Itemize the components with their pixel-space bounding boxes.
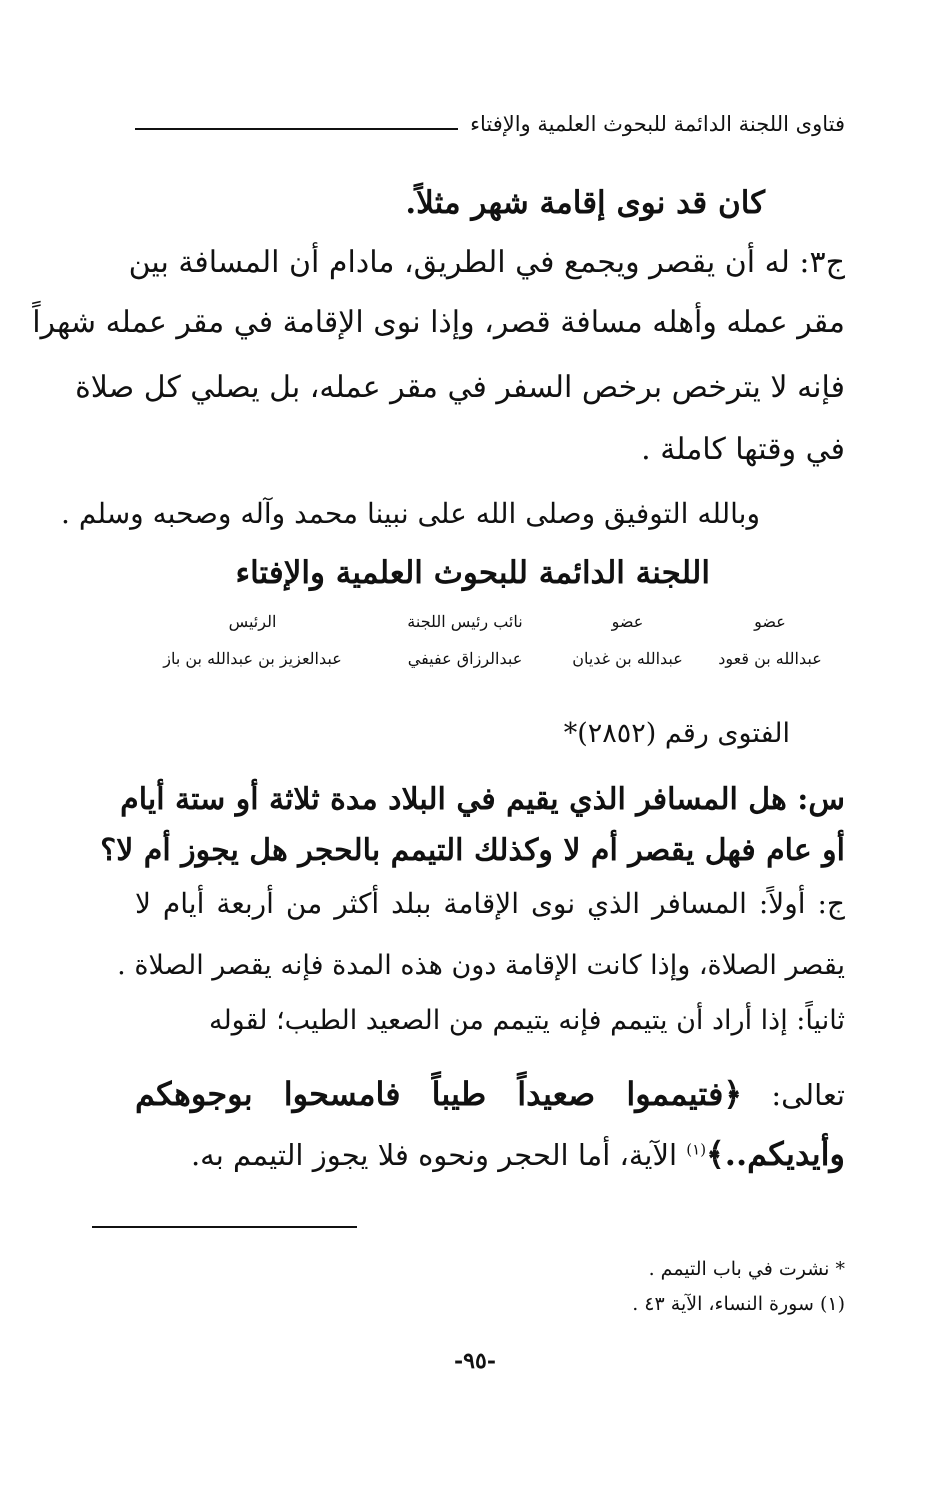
- quran-verse: ﴿فتيمموا صعيداً طيباً فامسحوا بوجوهكم: [135, 1075, 743, 1113]
- answer-line-3: ثانياً: إذا أراد أن يتيمم فإنه يتيمم من الصعيد الطيب؛ لقوله: [208, 1005, 845, 1036]
- committee-title: اللجنة الدائمة للبحوث العلمية والإفتاء: [235, 555, 710, 591]
- question-line-2: أو عام فهل يقصر أم لا وكذلك التيمم بالحجر هل يجوز أم لا؟: [100, 833, 845, 868]
- running-title: فتاوى اللجنة الدائمة للبحوث العلمية والإفتاء: [470, 112, 845, 136]
- fatwa-title: الفتوى رقم (٢٨٥٢)*: [563, 718, 790, 749]
- body-line-3: مقر عمله وأهله مسافة قصر، وإذا نوى الإقامة في مقر عمله شهراً: [32, 305, 845, 340]
- header-rule: [135, 128, 458, 130]
- closing-line: وبالله التوفيق وصلى الله على نبينا محمد وآله وصحبه وسلم .: [61, 497, 760, 530]
- footnote-rule: [92, 1226, 357, 1228]
- signature-role: عضو: [611, 612, 644, 631]
- signature-name: عبدالعزيز بن عبدالله بن باز: [163, 649, 342, 668]
- signature-role: عضو: [754, 612, 786, 631]
- answer-line-4: [135, 1075, 845, 1113]
- running-header: [135, 112, 845, 136]
- body-line-4: فإنه لا يترخص برخص السفر في مقر عمله، بل يصلي كل صلاة: [75, 370, 845, 405]
- signature-name: عبدالله بن قعود: [718, 649, 822, 668]
- answer-line-5: [191, 1135, 845, 1173]
- answer-line-1: ج: أولاً: المسافر الذي نوى الإقامة ببلد أكثر من أربعة أيام لا: [135, 887, 845, 920]
- signature-role: نائب رئيس اللجنة: [407, 612, 523, 631]
- signature-name: عبدالله بن غديان: [572, 649, 683, 668]
- signature-role: الرئيس: [228, 612, 277, 631]
- answer-line-2: يقصر الصلاة، وإذا كانت الإقامة دون هذه المدة فإنه يقصر الصلاة .: [117, 950, 845, 981]
- page-number: -٩٥-: [454, 1348, 496, 1374]
- body-line-1: كان قد نوى إقامة شهر مثلاً.: [405, 185, 765, 221]
- verse-intro: تعالى:: [771, 1078, 846, 1112]
- signature-name: عبدالرزاق عفيفي: [407, 649, 523, 668]
- signatures-block: [135, 612, 845, 668]
- question-line-1: س: هل المسافر الذي يقيم في البلاد مدة ثلاثة أو ستة أيام: [120, 782, 845, 817]
- quran-verse-end: وأيديكم..﴾: [706, 1135, 845, 1173]
- footnote-ref: (١): [686, 1140, 707, 1159]
- footnote-2: (١) سورة النساء، الآية ٤٣ .: [632, 1293, 845, 1315]
- footnote-1: * نشرت في باب التيمم .: [648, 1258, 845, 1280]
- answer-line-5-rest: الآية، أما الحجر ونحوه فلا يجوز التيمم به.: [190, 1138, 687, 1172]
- body-line-2: ج٣: له أن يقصر ويجمع في الطريق، مادام أن المسافة بين: [128, 245, 845, 280]
- body-line-5: في وقتها كاملة .: [641, 432, 845, 467]
